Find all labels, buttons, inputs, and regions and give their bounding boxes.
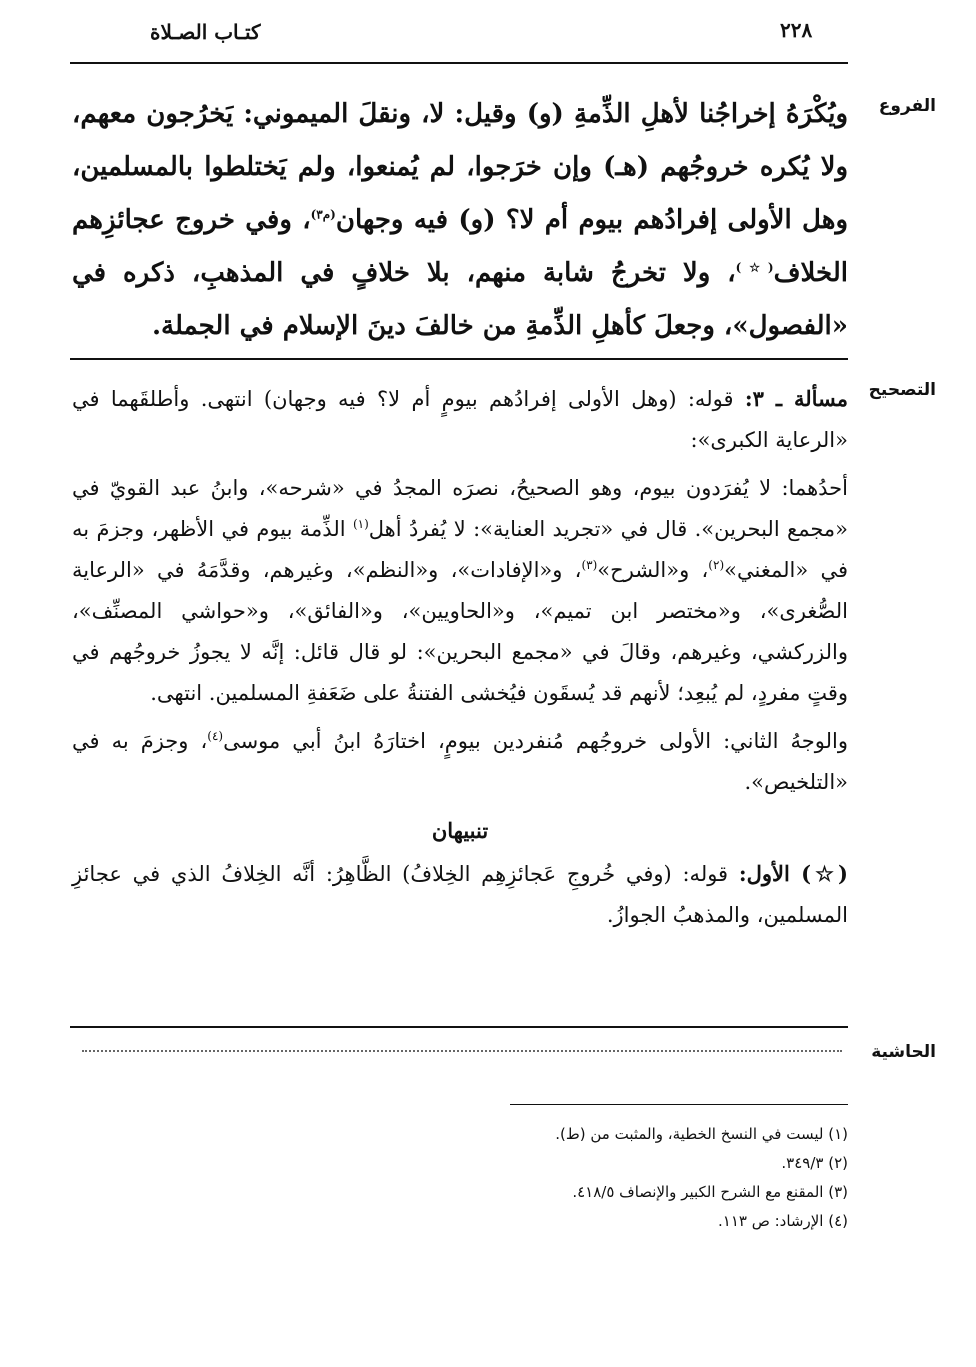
section-rule xyxy=(70,358,848,360)
masala-heading: مسألة ـ ٣: xyxy=(744,386,849,411)
main-text xyxy=(72,88,848,353)
footnotes xyxy=(400,1120,848,1236)
page-number: ٢٢٨ xyxy=(780,18,813,42)
footnote-2: (٢) ٣٤٩/٣. xyxy=(781,1154,848,1172)
header-rule xyxy=(70,62,848,64)
label-hashiya: الحاشية xyxy=(871,1042,936,1062)
footnote-ref-m3: (م٣) xyxy=(310,207,336,222)
tashih-paragraph-4 xyxy=(72,853,848,936)
tashih-p3-a: والوجهُ الثاني: الأولى خروجُهم مُنفردين بيومٍ، اختارَهُ ابنُ أبي موسى xyxy=(223,729,848,753)
main-text-2: ، وفي خروج عجائزِهم الخلاف xyxy=(72,205,848,288)
tashih-p2-d: ، و«الإفادات»، و«النظم»، وغيرهم، وقدَّمَهُ في «الرعاية الصُّغرى»، و«مختصر ابن تميم»، و«الحاويين»، و«الفائق»، و«حواشي المصنِّف»، والزركشي، وغيرهم، وقالَ في «مجمع البحرين»: لو قال قائل: إنَّه لا يجوزُ خروجُهم في وقتٍ مفردٍ، لم يُبعِد؛ لأنهم قد يُسقَون فيُخشى الفتنةُ على ضَعَفةِ المسلمين. انتهى. xyxy=(72,558,848,705)
footnote-1: (١) ليست في النسخ الخطية، والمثبت من (ط). xyxy=(555,1125,848,1143)
footnote-3: (٣) المقنع مع الشرح الكبير والإنصاف ٤١٨/٥. xyxy=(572,1183,848,1201)
tanbihan-heading: تنبيهان xyxy=(431,818,489,843)
main-paragraph xyxy=(72,88,848,353)
star-ref: (☆) xyxy=(735,260,774,275)
footnote-ref-2: (٢) xyxy=(708,558,725,572)
tashih-paragraph-2 xyxy=(72,468,848,714)
footnote-4: (٤) الإرشاد: ص ١١٣. xyxy=(717,1212,848,1230)
tashih-p2-a: أحدُهما: لا يُفرَدون بيوم، وهو الصحيحُ، نصرَه المجدُ في «شرحه»، وابنُ عبد القويّ في «مجمع البحرين». قال في «تجريد العناية»: لا يُفردُ أهل xyxy=(72,476,849,541)
footnote-rule xyxy=(510,1104,848,1105)
hashiya-rule xyxy=(70,1026,848,1028)
footnote-ref-1: (١) xyxy=(352,517,369,531)
main-text-3: ، ولا تخرجُ شابة منهم، بلا خلافٍ في المذهبِ، ذكره في «الفصول»، وجعلَ كأهلِ الذِّمةِ من خالفَ دينَ الإسلام في الجملة. xyxy=(72,258,848,341)
label-tashih: التصحيح xyxy=(868,380,936,400)
tashih-p4-text: قوله: (وفي خُروجِ عَجائزِهِم الخِلافُ) الظَّاهِرُ: أنَّه الخِلافُ الذي في عجائزِ المسلمين، والمذهبُ الجوازُ. xyxy=(72,862,848,927)
tashih-p3-b: ، وجزمَ به في «التلخيص». xyxy=(72,729,848,794)
tashih-p2-c: ، و«الشرح» xyxy=(597,558,709,582)
label-furu: الفروع xyxy=(878,96,936,116)
footnote-ref-3: (٣) xyxy=(581,558,598,572)
hashiya-dotted-line xyxy=(82,1050,842,1052)
tashih-p1-text: قوله: (وهل الأولى إفرادُهم بيومٍ أم لا؟ فيه وجهان) انتهى. وأطلقَهما في «الرعاية الكبرى»: xyxy=(72,387,848,452)
footnote-ref-4: (٤) xyxy=(207,729,224,743)
tashih-p2-b: الذِّمة بيوم في الأظهر، وجزمَ به في «المغني» xyxy=(72,517,848,582)
running-header-title: كتـاب الصـلاة xyxy=(150,20,261,44)
tashih-paragraph-3 xyxy=(72,721,848,803)
main-text-1: ويُكْرَهُ إخراجُنا لأهلِ الذِّمةِ (و) وقيل: لا، ونقلَ الميموني: يَخرُجون معهم، ولا يُكره خروجُهم (هـ) وإن خرَجوا، لم يُمنعوا، ولم يَختلطوا بالمسلمين، وهل الأولى إفرادُهم بيوم أم لا؟ (و) فيه وجهان xyxy=(72,99,848,235)
tashih-paragraph-1 xyxy=(72,378,848,461)
first-note-heading: (☆) الأول: xyxy=(738,861,848,886)
tashih-text xyxy=(72,378,848,943)
